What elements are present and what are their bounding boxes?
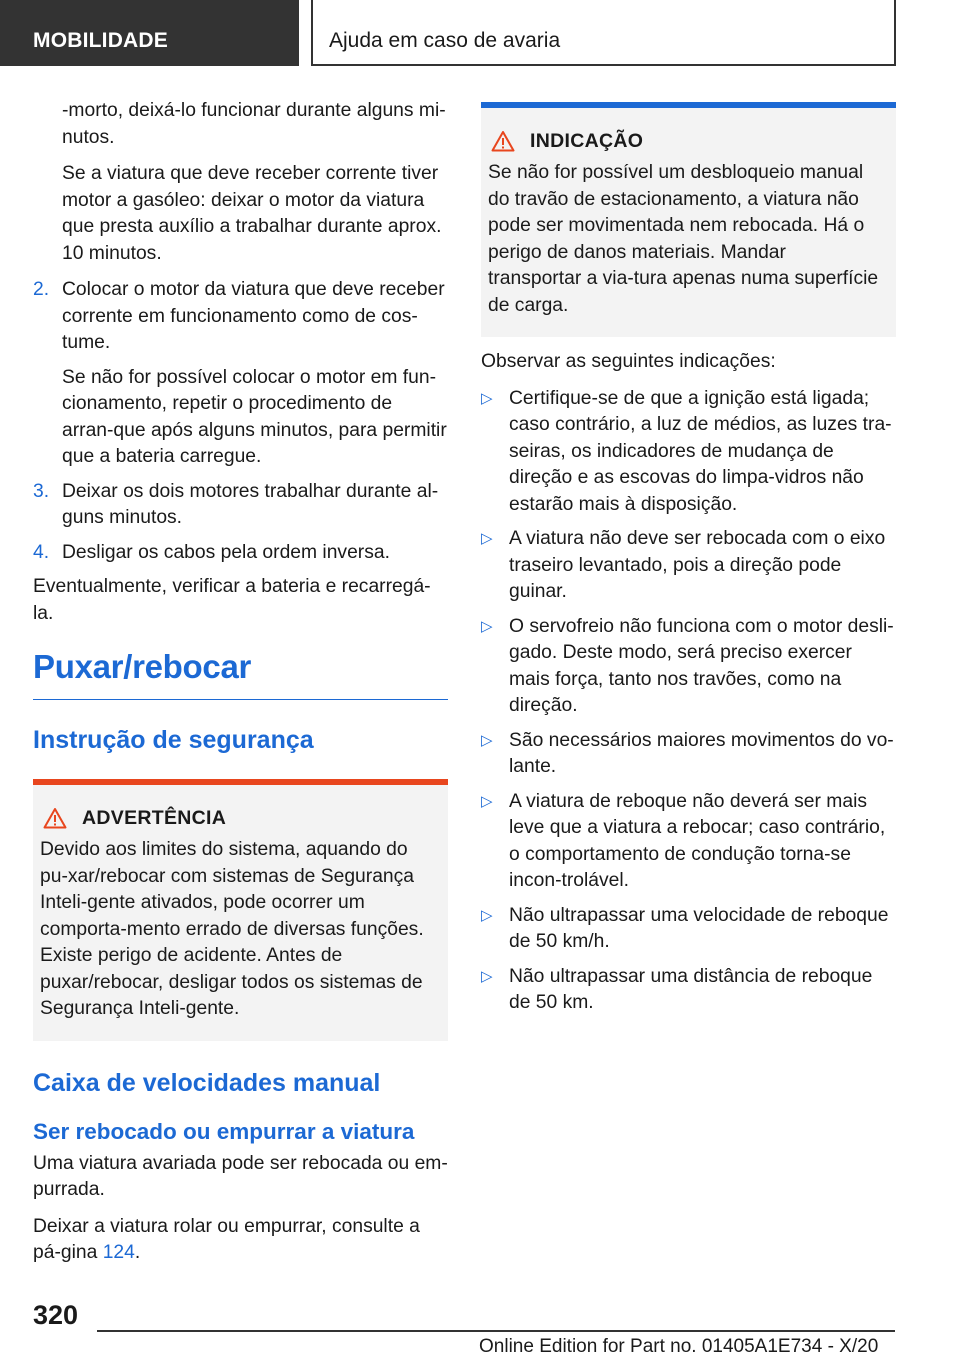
- step-text: Se não for possível colocar o motor em fun-cionamento, repetir o procedimento de arran-que após alguns minutos, para permitir que a bateria carregue.: [62, 366, 447, 467]
- list-item: [481, 728, 896, 781]
- list-item: [481, 964, 896, 1017]
- list-item-text: A viatura de reboque não deverá ser mais leve que a viatura a rebocar; caso contrário, o comportamento de condução torna-se incon-trolável.: [509, 790, 886, 891]
- warning-box: [33, 779, 448, 1041]
- step-4: [33, 540, 448, 567]
- list-item-text: Não ultrapassar uma velocidade de reboque de 50 km/h.: [509, 904, 889, 952]
- warning-triangle-icon: [43, 807, 67, 829]
- note-box: [481, 102, 896, 337]
- step-text: Deixar os dois motores trabalhar durante al-guns minutos.: [62, 480, 439, 528]
- list-item-text: O servofreio não funciona com o motor desli-gado. Deste modo, será preciso exercer mais força, tanto nos travões, como na direção.: [509, 615, 894, 716]
- footer-edition-text: Online Edition for Part no. 01405A1E734 - X/20: [479, 1336, 879, 1357]
- note-text: Se não for possível um desbloqueio manual do travão de estacionamento, a viatura não pode ser movimentada nem rebocada. Há o perigo de danos materiais. Mandar transportar a via-tura apenas numa superfície de carga.: [488, 162, 879, 316]
- triangle-bullet-icon: ▷: [481, 967, 493, 985]
- list-item: [481, 789, 896, 895]
- header-title-label: Ajuda em caso de avaria: [329, 29, 561, 52]
- triangle-bullet-icon: ▷: [481, 617, 493, 635]
- step-number: 3.: [33, 480, 50, 502]
- triangle-bullet-icon: ▷: [481, 792, 493, 810]
- triangle-bullet-icon: ▷: [481, 530, 493, 547]
- left-column: [33, 98, 448, 1277]
- subheading-safety: Instrução de segurança: [33, 726, 314, 754]
- observe-paragraph: Observar as seguintes indicações:: [481, 351, 776, 372]
- list-item: [481, 614, 896, 720]
- step-3: [33, 479, 448, 532]
- subheading-tow-or-push: Ser rebocado ou empurrar a viatura: [33, 1118, 415, 1144]
- header-section-tab: [0, 0, 299, 66]
- triangle-bullet-icon: ▷: [481, 731, 493, 749]
- tow-paragraph-2-end: .: [134, 1242, 141, 1263]
- list-item-text: A viatura não deve ser rebocada com o eixo traseiro levantado, pois a direção pode guinar.: [509, 528, 886, 602]
- page-reference-link[interactable]: 124: [102, 1242, 135, 1263]
- tow-paragraph-2: [33, 1214, 448, 1267]
- tow-paragraph-1: Uma viatura avariada pode ser rebocada ou em-purrada.: [33, 1152, 448, 1200]
- triangle-bullet-icon: ▷: [481, 906, 493, 924]
- header-chapter-title: [311, 0, 896, 66]
- section-heading-towing: Puxar/rebocar: [33, 647, 448, 700]
- subheading-manual-gearbox: Caixa de velocidades manual: [33, 1068, 381, 1097]
- page-number: 320: [33, 1300, 79, 1330]
- list-item-text: São necessários maiores movimentos do vo-lante.: [509, 729, 894, 777]
- triangle-bullet-icon: ▷: [481, 389, 493, 407]
- tow-paragraph-2-text: Deixar a viatura rolar ou empurrar, consulte a pá-gina: [33, 1215, 420, 1263]
- list-item: [481, 526, 896, 606]
- note-title: INDICAÇÃO: [530, 130, 644, 152]
- intro-paragraph-1: -morto, deixá-lo funcionar durante alguns mi-nutos.: [62, 100, 446, 148]
- intro-paragraph-2: Se a viatura que deve receber corrente tiver motor a gasóleo: deixar o motor da viatura que presta auxílio a trabalhar durante aprox. 10 minutos.: [62, 163, 442, 264]
- warning-title: ADVERTÊNCIA: [82, 807, 227, 829]
- list-item-text: Certifique-se de que a ignição está ligada; caso contrário, a luz de médios, as luzes tra-seiras, os indicadores de mudança de direção e as escovas do limpa-vidros não estarão mais à disposição.: [509, 387, 892, 515]
- right-column: [481, 102, 896, 1025]
- after-steps-paragraph: Eventualmente, verificar a bateria e recarregá-la.: [33, 576, 431, 624]
- step-2: [33, 277, 448, 471]
- step-number: 4.: [33, 541, 50, 563]
- note-triangle-icon: [491, 130, 515, 152]
- header-section-label: MOBILIDADE: [33, 29, 168, 52]
- warning-text: Devido aos limites do sistema, aquando do pu-xar/rebocar com sistemas de Segurança Inteli-gente ativados, pode ocorrer um comporta-mento errado de diversas funções. Existe perigo de acidente. Antes de puxar/rebocar, desligar todos os sistemas de Segurança Inteli-gente.: [40, 839, 424, 1019]
- step-text: Desligar os cabos pela ordem inversa.: [62, 541, 390, 563]
- list-item-text: Não ultrapassar uma distância de reboque de 50 km.: [509, 965, 873, 1013]
- list-item: [481, 903, 896, 956]
- step-number: 2.: [33, 279, 50, 300]
- step-text: Colocar o motor da viatura que deve receber corrente em funcionamento como de cos-tume.: [62, 279, 445, 353]
- list-item: [481, 386, 896, 519]
- footer-divider: [97, 1330, 895, 1332]
